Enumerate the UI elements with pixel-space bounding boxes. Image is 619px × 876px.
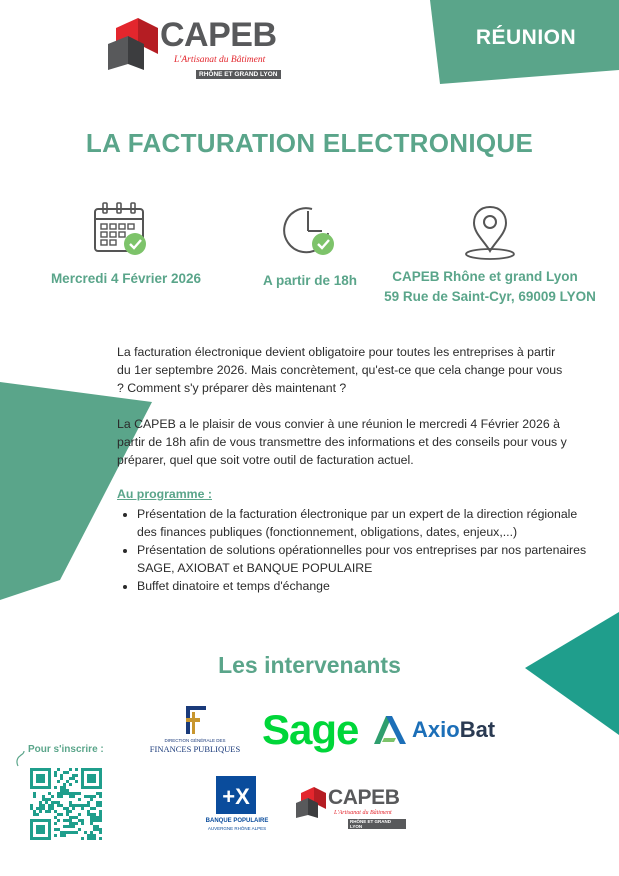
capeb-small-region: RHÔNE ET GRAND LYON bbox=[348, 819, 406, 829]
program-list bbox=[117, 505, 597, 595]
axiobat-text-a: Axio bbox=[412, 717, 460, 742]
sage-logo: Sage bbox=[262, 706, 359, 753]
program-item: • Présentation de la facturation électronique par un expert de la direction régionale des finances publiques (fonctionnement, obligations, dates, enjeux,...) bbox=[137, 505, 597, 541]
speakers-title: Les intervenants bbox=[218, 652, 401, 678]
page-title: LA FACTURATION ELECTRONIQUE bbox=[85, 128, 534, 158]
program-item: • Présentation de solutions opérationnelles pour vos entreprises par nos partenaires SAGE, AXIOBAT et BANQUE POPULAIRE bbox=[137, 541, 597, 577]
bp-line2: AUVERGNE RHÔNE ALPES bbox=[207, 826, 267, 831]
capeb-cube-icon bbox=[108, 14, 160, 70]
banque-populaire-mark-icon bbox=[216, 776, 256, 814]
banner-label: RÉUNION bbox=[475, 26, 577, 49]
clock-check-icon bbox=[282, 203, 338, 259]
capeb-brand: CAPEB bbox=[160, 16, 277, 54]
capeb-small-logo bbox=[296, 780, 406, 830]
program-item: • Buffet dinatoire et temps d'échange bbox=[137, 577, 597, 595]
event-place-name: CAPEB Rhône et grand Lyon bbox=[392, 269, 578, 284]
dgfip-line1: DIRECTION GÉNÉRALE DES bbox=[164, 738, 226, 743]
intro-paragraph: La facturation électronique devient obligatoire pour toutes les entreprises à partir du 1er septembre 2026. Mais concrètement, qu'est-ce que cela change pour vous ? Comment s'y préparer dès maintenant ? bbox=[117, 345, 563, 395]
bp-line1: BANQUE POPULAIRE bbox=[205, 818, 269, 824]
event-date: Mercredi 4 Février 2026 bbox=[50, 271, 202, 286]
invitation-paragraph: La CAPEB a le plaisir de vous convier à une réunion le mercredi 4 Février 2026 à partir de 18h afin de vous transmettre des informations et des conseils pour vous y préparer, quel que soit votre outil de facturation actuel. bbox=[117, 417, 567, 467]
capeb-tagline: L'Artisanat du Bâtiment bbox=[174, 55, 266, 65]
dgfip-logo bbox=[140, 704, 250, 756]
location-pin-icon bbox=[462, 203, 518, 261]
dgfip-line2: FINANCES PUBLIQUES bbox=[149, 744, 241, 754]
axiobat-text-b: Bat bbox=[459, 717, 496, 742]
dgfip-emblem-icon bbox=[178, 704, 212, 736]
axiobat-logo bbox=[372, 714, 502, 748]
register-label: Pour s'inscrire : bbox=[28, 744, 104, 755]
hand-pointer-icon bbox=[14, 748, 28, 768]
capeb-small-brand: CAPEB bbox=[328, 786, 400, 809]
capeb-region: RHÔNE ET GRAND LYON bbox=[196, 70, 281, 79]
program-title: Au programme : bbox=[117, 487, 212, 501]
svg-text:+X: +X bbox=[222, 784, 250, 809]
calendar-check-icon bbox=[93, 200, 149, 258]
banque-populaire-logo bbox=[190, 776, 284, 836]
axiobat-mark-icon bbox=[372, 714, 408, 746]
capeb-small-cube-icon bbox=[296, 784, 328, 818]
event-time: A partir de 18h bbox=[262, 273, 358, 288]
capeb-logo bbox=[108, 8, 288, 84]
qr-code[interactable] bbox=[30, 768, 102, 840]
event-place-address: 59 Rue de Saint-Cyr, 69009 LYON bbox=[384, 289, 596, 304]
capeb-small-tagline: L'Artisanat du Bâtiment bbox=[334, 810, 392, 816]
